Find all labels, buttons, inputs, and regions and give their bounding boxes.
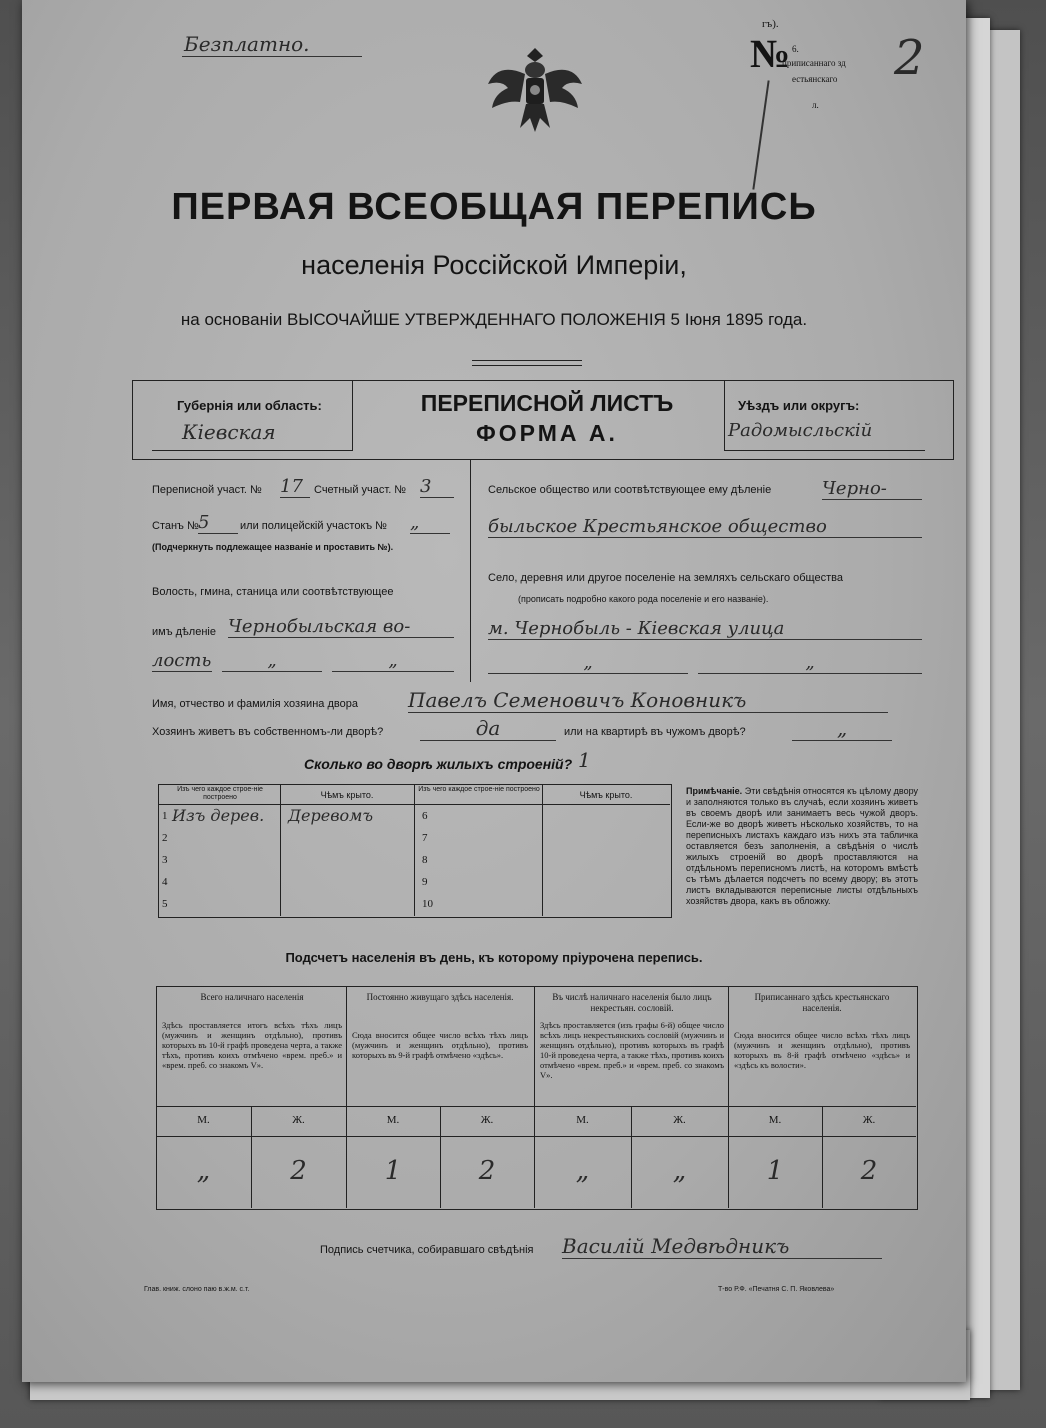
district-value: Радомысльскій xyxy=(728,420,873,441)
female-label: Ж. xyxy=(480,1114,494,1126)
village-label: Село, деревня или другое поселеніе на земляхъ сельскаго общества xyxy=(488,572,843,584)
count-precinct-value: 3 xyxy=(420,476,454,498)
corner-small-text: приписаннаго зд xyxy=(782,58,846,68)
tally-value: 2 xyxy=(290,1156,307,1186)
owner-name-value: Павелъ Семеновичъ Коновникъ xyxy=(408,688,888,713)
police-label: или полицейскій участокъ № xyxy=(240,520,387,532)
sheet-title: ПЕРЕПИСНОЙ ЛИСТЪ xyxy=(420,390,674,416)
table-row: 6 xyxy=(422,810,428,822)
table-row: 3 xyxy=(162,854,168,866)
corner-small-text: естьянскаго xyxy=(792,74,838,84)
male-label: М. xyxy=(197,1114,210,1126)
male-label: М. xyxy=(576,1114,589,1126)
number-sign: № xyxy=(750,31,791,76)
society-value: быльское Крестьянское общество xyxy=(488,516,922,538)
table-row: 5 xyxy=(162,898,168,910)
tally-value: 1 xyxy=(766,1156,784,1186)
table-divider xyxy=(156,1136,916,1137)
province-value: Кіевская xyxy=(182,420,276,444)
census-precinct-value: 17 xyxy=(280,476,310,498)
note-lead: Примѣчаніе. xyxy=(686,786,743,796)
volost-ditto: „ xyxy=(222,650,322,672)
corner-small-text: 6. xyxy=(792,44,799,54)
table-row: 8 xyxy=(422,854,428,866)
printer-right: Т-во Р.Ф. «Печатня С. П. Яковлева» xyxy=(718,1286,835,1293)
own-yard-value: да xyxy=(420,716,556,741)
tally-group-head: Приписаннаго здѣсь крестьянскаго населенія. xyxy=(754,992,890,1013)
village-ditto: „ xyxy=(488,652,688,674)
rented-value: „ xyxy=(792,716,892,741)
tally-group-desc: Здѣсь проставляется итогъ всѣхъ тѣхъ лицъ (мужчинъ и женщинъ отдѣльно), противъ которыхъ въ 10-й графѣ проведена черта, а также тѣхъ, противъ коихъ отмѣчено «врем. преб.» и «врем. преб. со знакомъ V». xyxy=(162,1020,342,1070)
signature-value: Василій Медвѣдникъ xyxy=(562,1234,882,1259)
census-precinct-label: Переписной участ. № xyxy=(152,484,262,496)
society-label: Сельское общество или соотвѣтствующее ему дѣленіе xyxy=(488,484,772,496)
tally-group-head: Въ числѣ наличнаго населенія было лицъ некрестьян. сословій. xyxy=(552,992,712,1013)
buildings-rows-right xyxy=(414,806,670,916)
tally-value: „ xyxy=(575,1156,590,1186)
corner-small-text: гъ). xyxy=(762,18,779,30)
tally-value: 1 xyxy=(384,1156,402,1186)
female-label: Ж. xyxy=(673,1114,686,1126)
female-label: Ж. xyxy=(292,1114,305,1126)
province-cell xyxy=(152,380,353,451)
tally-group-head: Всего наличнаго населенія xyxy=(200,992,304,1002)
col-material-header: Изъ чего каждое строе-ніе построено xyxy=(418,786,540,793)
table-row: 7 xyxy=(422,832,428,844)
table-divider xyxy=(158,804,670,805)
signature-label: Подпись счетчика, собиравшаго свѣдѣнія xyxy=(320,1244,534,1256)
note-text: Эти свѣдѣнія относятся къ цѣлому двору и заполняются только въ случаѣ, если хозяинъ живетъ въ своемъ дворѣ или занимаетъ весь чужой дворъ. Если-же во дворѣ живетъ нѣсколько хозяйствъ, то на переписныхъ листахъ каждаго изъ нихъ эта табличка оставляется безъ заполненія, а свѣдѣнія о числѣ жилыхъ строеній во дворѣ проставляются на отдѣльномъ переписномъ листѣ, на которомъ вмѣстѣ съ тѣмъ дѣлается подсчетъ по всему двору; въ этотъ листъ вкладываются переписные листы отдѣльныхъ хозяйствъ двора, какъ въ обложку. xyxy=(686,786,918,906)
police-value: „ xyxy=(410,512,450,534)
volost-value: лость xyxy=(152,650,212,671)
stan-value: 5 xyxy=(198,512,238,534)
tally-value: „ xyxy=(672,1156,687,1186)
male-label: М. xyxy=(768,1114,782,1126)
district-label: Уѣздъ или округъ: xyxy=(738,398,860,413)
form-legal-basis: на основаніи ВЫСОЧАЙШЕ УТВЕРЖДЕННАГО ПОЛОЖЕНІЯ 5 Іюня 1895 года. xyxy=(180,310,808,329)
rented-label: или на квартирѣ въ чужомъ дворѣ? xyxy=(564,726,746,738)
form-subtitle: населенія Россійской Имперіи, xyxy=(301,250,687,280)
buildings-rows-left xyxy=(158,806,414,916)
col-roof-header: Чѣмъ крыто. xyxy=(320,790,374,800)
volost-label: Волость, гмина, станица или соотвѣтствующее xyxy=(152,586,394,598)
table-divider xyxy=(156,1106,916,1107)
tally-value: „ xyxy=(196,1156,211,1186)
sheet-number-handwritten: 2 xyxy=(894,30,925,86)
form-title: ПЕРВАЯ ВСЕОБЩАЯ ПЕРЕПИСЬ xyxy=(171,186,817,228)
table-row: 9 xyxy=(422,876,428,888)
buildings-value: 1 xyxy=(578,748,591,772)
male-label: М. xyxy=(386,1114,400,1126)
village-value: м. Чернобыль - Кіевская улица xyxy=(488,618,922,640)
tally-group-desc: Здѣсь проставляется (изъ графы 6-й) общее число всѣхъ лицъ некрестьянскихъ сословій (мужчинъ и женщинъ отдѣльно), противъ которыхъ въ графѣ 10-й проведена черта, а также тѣхъ, противъ коихъ отмѣчено «врем. преб.» и «врем. преб. со знакомъ V». xyxy=(540,1020,724,1080)
province-label: Губернія или область: xyxy=(177,398,322,413)
tally-title: Подсчетъ населенія въ день, къ которому пріурочена перепись. xyxy=(285,950,703,965)
col-material-header: Изъ чего каждое строе-ніе построено xyxy=(177,786,263,801)
underline-note: (Подчеркнуть подлежащее названіе и проставить №). xyxy=(152,542,394,552)
volost-ditto: „ xyxy=(332,650,454,672)
census-form-page xyxy=(22,0,966,1382)
own-yard-label: Хозяинъ живетъ въ собственномъ-ли дворѣ? xyxy=(152,726,384,738)
note-block xyxy=(686,786,918,907)
owner-name-label: Имя, отчество и фамилія хозяина двора xyxy=(152,698,358,710)
table-row: 10 xyxy=(422,898,433,910)
buildings-label: Сколько во дворѣ жилыхъ строеній? xyxy=(304,756,573,772)
table-row: 4 xyxy=(162,876,168,888)
form-name: ФОРМА А. xyxy=(476,420,618,446)
count-precinct-label: Счетный участ. № xyxy=(314,484,407,496)
society-value: Черно- xyxy=(822,478,922,500)
free-stamp: Безплатно. xyxy=(184,32,310,56)
corner-small-text: л. xyxy=(812,100,819,110)
tally-group-desc: Сюда вносится общее число всѣхъ тѣхъ лицъ (мужчинъ и женщинъ отдѣльно), противъ которыхъ въ 9-й графѣ отмѣчено «здѣсь». xyxy=(352,1030,528,1060)
pen-stroke xyxy=(752,80,769,189)
divider xyxy=(182,56,362,57)
village-note: (прописать подробно какого рода поселеніе и его названіе). xyxy=(518,594,769,604)
column-divider xyxy=(470,460,471,682)
village-ditto: „ xyxy=(698,652,922,674)
col-roof-header: Чѣмъ крыто. xyxy=(579,790,633,800)
tally-value: 2 xyxy=(860,1156,878,1186)
printer-left: Глав. книж. слоно паю в.ж.м. с.т. xyxy=(144,1286,250,1293)
tally-group-desc: Сюда вносится общее число всѣхъ тѣхъ лицъ (мужчинъ и женщинъ отдѣльно), противъ которыхъ въ 8-й графѣ отмѣчено «здѣсь» и «здѣсь къ волости». xyxy=(734,1030,910,1070)
ornament-divider xyxy=(472,360,582,366)
table-row: 2 xyxy=(162,832,168,844)
volost-label: имъ дѣленіе xyxy=(152,626,216,638)
imperial-eagle-emblem xyxy=(480,36,590,146)
female-label: Ж. xyxy=(862,1114,876,1126)
tally-group-head: Постоянно живущаго здѣсь населенія. xyxy=(366,992,514,1002)
volost-value: Чернобыльская во- xyxy=(228,616,454,638)
tally-value: 2 xyxy=(478,1156,496,1186)
table-row: 1 Изъ дерев. Деревомъ xyxy=(162,806,374,825)
stan-label: Станъ № xyxy=(152,520,199,532)
